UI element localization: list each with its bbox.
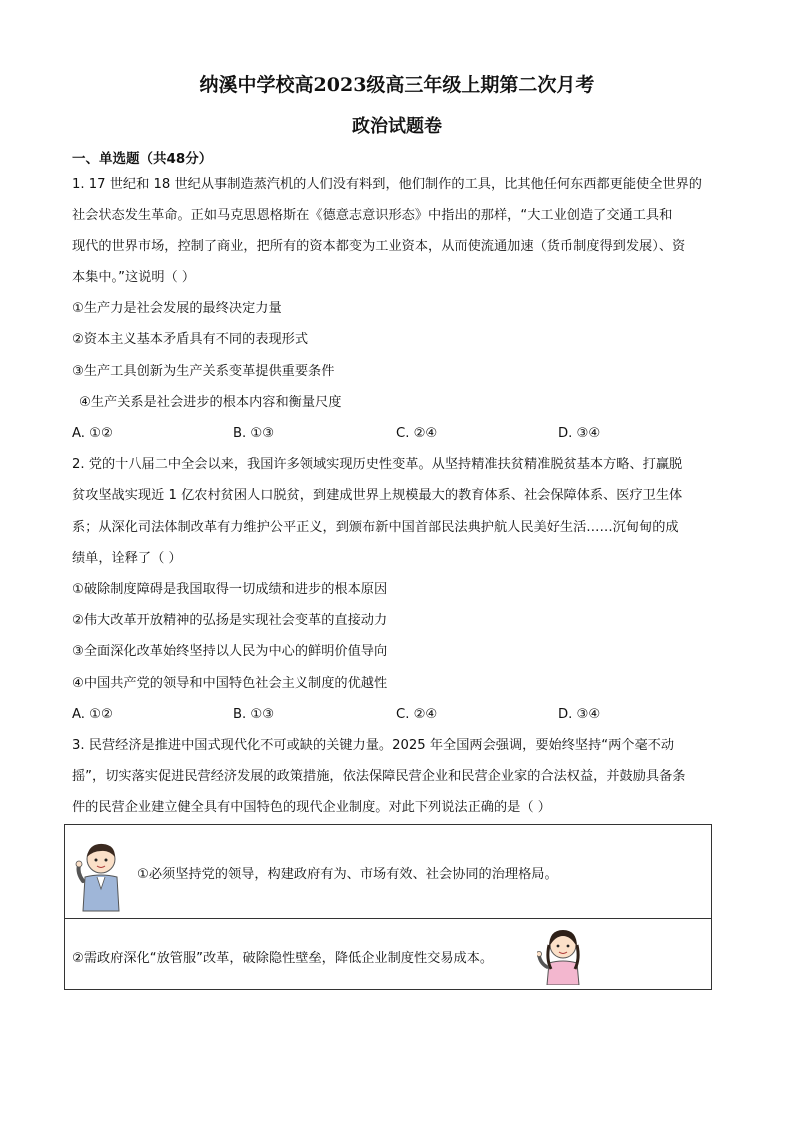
q2-item: ③全面深化改革始终坚持以人民为中心的鲜明价值导向 — [72, 644, 388, 659]
exam-title: 纳溪中学校高2023级高三年级上期第二次月考 — [199, 74, 595, 96]
q2-stem-line: 系；从深化司法体制改革有力维护公平正义，到颁布新中国首部民法典护航人民美好生活……沉甸甸的成 — [72, 520, 679, 535]
q2-stem-line: 绩单，诠释了（ ） — [72, 551, 182, 566]
q1-option-a[interactable]: A. ①② — [72, 426, 113, 441]
q1-stem-line: 现代的世界市场，控制了商业，把所有的资本都变为工业资本，从而使流通加速（货币制度得到发展）、资 — [72, 239, 686, 254]
boy-illustration-icon — [73, 837, 129, 913]
section-heading: 一、单选题（共48分） — [72, 151, 213, 167]
girl-illustration-icon — [537, 925, 589, 985]
exam-subtitle: 政治试题卷 — [352, 116, 442, 137]
q2-option-d[interactable]: D. ③④ — [558, 707, 601, 722]
q1-option-c[interactable]: C. ②④ — [396, 426, 438, 441]
q1-stem-line: 1. 17 世纪和 18 世纪从事制造蒸汽机的人们没有料到，他们制作的工具，比其他任何东西都更能使全世界的 — [72, 177, 702, 192]
q1-option-b[interactable]: B. ①③ — [233, 426, 275, 441]
box-divider — [65, 918, 711, 919]
q2-stem-line: 贫攻坚战实现近 1 亿农村贫困人口脱贫，到建成世界上规模最大的教育体系、社会保障体系、医疗卫生体 — [72, 488, 683, 503]
q3-stem-line: 件的民营企业建立健全具有中国特色的现代企业制度。对此下列说法正确的是（ ） — [72, 800, 551, 815]
q1-option-d[interactable]: D. ③④ — [558, 426, 601, 441]
q1-stem-line: 社会状态发生革命。正如马克思恩格斯在《德意志意识形态》中指出的那样，“大工业创造了交通工具和 — [72, 208, 673, 223]
statement-box — [64, 824, 712, 990]
q2-item: ④中国共产党的领导和中国特色社会主义制度的优越性 — [72, 676, 388, 691]
q2-item: ①破除制度障碍是我国取得一切成绩和进步的根本原因 — [72, 582, 388, 597]
statement-1: ①必须坚持党的领导，构建政府有为、市场有效、社会协同的治理格局。 — [137, 867, 558, 882]
q2-option-c[interactable]: C. ②④ — [396, 707, 438, 722]
q1-item: ③生产工具创新为生产关系变革提供重要条件 — [72, 364, 335, 379]
q3-stem-line: 摇”，切实落实促进民营经济发展的政策措施，依法保障民营企业和民营企业家的合法权益，并鼓励具备条 — [72, 769, 686, 784]
q1-item: ②资本主义基本矛盾具有不同的表现形式 — [72, 332, 309, 347]
q2-option-b[interactable]: B. ①③ — [233, 707, 275, 722]
q2-stem-line: 2. 党的十八届二中全会以来，我国许多领域实现历史性变革。从坚持精准扶贫精准脱贫基本方略、打赢脱 — [72, 457, 683, 472]
q2-item: ②伟大改革开放精神的弘扬是实现社会变革的直接动力 — [72, 613, 388, 628]
q2-option-a[interactable]: A. ①② — [72, 707, 113, 722]
q1-stem-line: 本集中。”这说明（ ） — [72, 270, 196, 285]
q1-item: ①生产力是社会发展的最终决定力量 — [72, 301, 282, 316]
q3-stem-line: 3. 民营经济是推进中国式现代化不可或缺的关键力量。2025 年全国两会强调，要始终坚持“两个毫不动 — [72, 738, 675, 753]
q1-item: ④生产关系是社会进步的根本内容和衡量尺度 — [79, 395, 342, 410]
statement-2: ②需政府深化“放管服”改革，破除隐性壁垒，降低企业制度性交易成本。 — [72, 951, 494, 966]
